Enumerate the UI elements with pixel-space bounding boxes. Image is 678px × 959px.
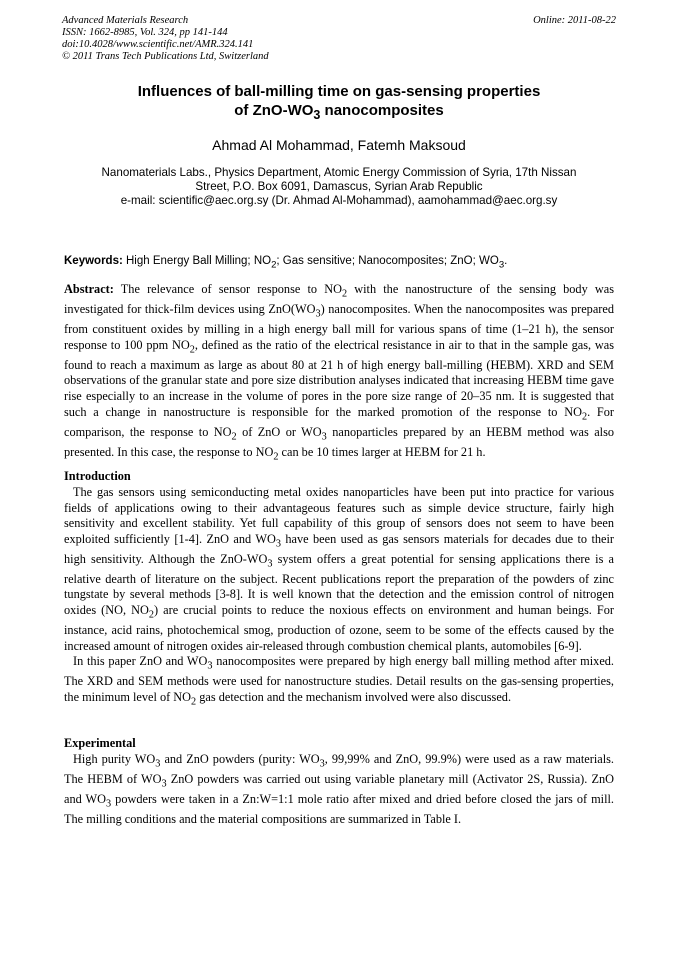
experimental-paragraph: High purity $WO_3$ and ZnO powders (purity: $WO_3$, 99,99% and ZnO, 99.9%) were used as a raw materials. The HEBM of $WO_3$ ZnO powders was carried out using variable planetary mill (Activator 2S, Russia). ZnO and $WO_3$ powders were taken in a Zn:W=1:1 mole ratio after mixed and dried before closed the jars of mill. The milling conditions and the material compositions are summarized in Table I. (64, 752, 614, 827)
title-line-2: of ZnO-$WO_3$ nanocomposites (234, 102, 444, 122)
online-date: Online: 2011-08-22 (533, 15, 616, 26)
introduction-body (64, 485, 614, 710)
email-line: e-mail: scientific@aec.org.sy (Dr. Ahmad Al-Mohammad), aamohammad@aec.org.sy (120, 194, 558, 207)
keywords: Keywords: High Energy Ball Milling; $NO_2$; Gas sensitive; Nanocomposites; ZnO; $WO_3$. (64, 255, 508, 271)
introduction-paragraph: The gas sensors using semiconducting metal oxides nanoparticles have been put into practice for various fields of applications owing to their advantageous features such as simple device structure, fairly high sensitivity and excellent stability. Yet full capability of this group of sensors does not seem to have been exploited sufficiently [1-4]. ZnO and $WO_3$ have been used as gas sensors materials for decades due to their high sensitivity. Although the ZnO-$WO_3$ system offers a great potential for sensing applications there is a relative dearth of literature on the subject. Recent publications report the preparation of the powders of zinc tungstate by several methods [3-8]. It is well known that the detection and the emission control of nitrogen oxides (NO, $NO_2$) are crucial points to reduce the noxious effects on environment and human beings. For instance, acid rains, photochemical smog, production of ozone, seem to be some of the effects caused by the increased amount of nitrogen oxides air-released through combustion chemical plants, automobiles [6-9]. (64, 485, 615, 653)
author-list: Ahmad Al Mohammad, Fatemh Maksoud (212, 137, 466, 153)
experimental-heading: Experimental (64, 736, 136, 750)
affiliation-line-2: Street, P.O. Box 6091, Damascus, Syrian Arab Republic (195, 180, 483, 193)
doi-line: doi:10.4028/www.scientific.net/AMR.324.141 (62, 39, 254, 50)
introduction-heading: Introduction (64, 469, 131, 483)
abstract-label: Abstract: (64, 282, 114, 296)
journal-header (62, 15, 616, 63)
experimental-body (64, 752, 614, 828)
affiliation (62, 166, 616, 208)
introduction-paragraph: In this paper ZnO and $WO_3$ nanocomposites were prepared by high energy ball milling method after mixed. The XRD and SEM methods were used for nanostructure studies. Detail results on the gas-sensing properties, the minimum level of $NO_2$ gas detection and the mechanism involved were also discussed. (64, 654, 614, 708)
journal-name: Advanced Materials Research (62, 15, 189, 26)
keywords-label: Keywords: (64, 255, 123, 267)
issn-line: ISSN: 1662-8985, Vol. 324, pp 141-144 (62, 27, 228, 38)
affiliation-line-1: Nanomaterials Labs., Physics Department, Atomic Energy Commission of Syria, 17th Nissan (101, 166, 577, 179)
copyright-line: © 2011 Trans Tech Publications Ltd, Switzerland (62, 51, 269, 62)
abstract: Abstract: The relevance of sensor response to $NO_2$ with the nanostructure of the sensing body was investigated for thick-film devices using $ZnO(WO_3)$ nanocomposites. When the nanocomposites was prepared from constituent oxides by milling in a high energy ball mill for various spans of time (1–21 h), the sensor response to 100 ppm $NO_2$, defined as the ratio of the electrical resistance in air to that in the sample gas, was found to reach a maximum as large as about 80 at 21 h of high energy ball-milling (HEBM). XRD and SEM observations of the granular state and pore size distribution analyses indicated that increasing HEBM time gave rise especially to an increase in the volume of pores in the pore size range of 20–35 nm. It is suggested that such a change in nanostructure is responsible for the marked promotion of the response to $NO_2$. For comparison, the response to $NO_2$ of ZnO or $WO_3$ nanoparticles prepared by an HEBM method was also presented. In this case, the response to $NO_2$ can be 10 times larger at HEBM for 21 h. (64, 282, 615, 463)
paper-title (62, 82, 616, 125)
title-line-1: Influences of ball-milling time on gas-sensing properties (137, 83, 541, 100)
